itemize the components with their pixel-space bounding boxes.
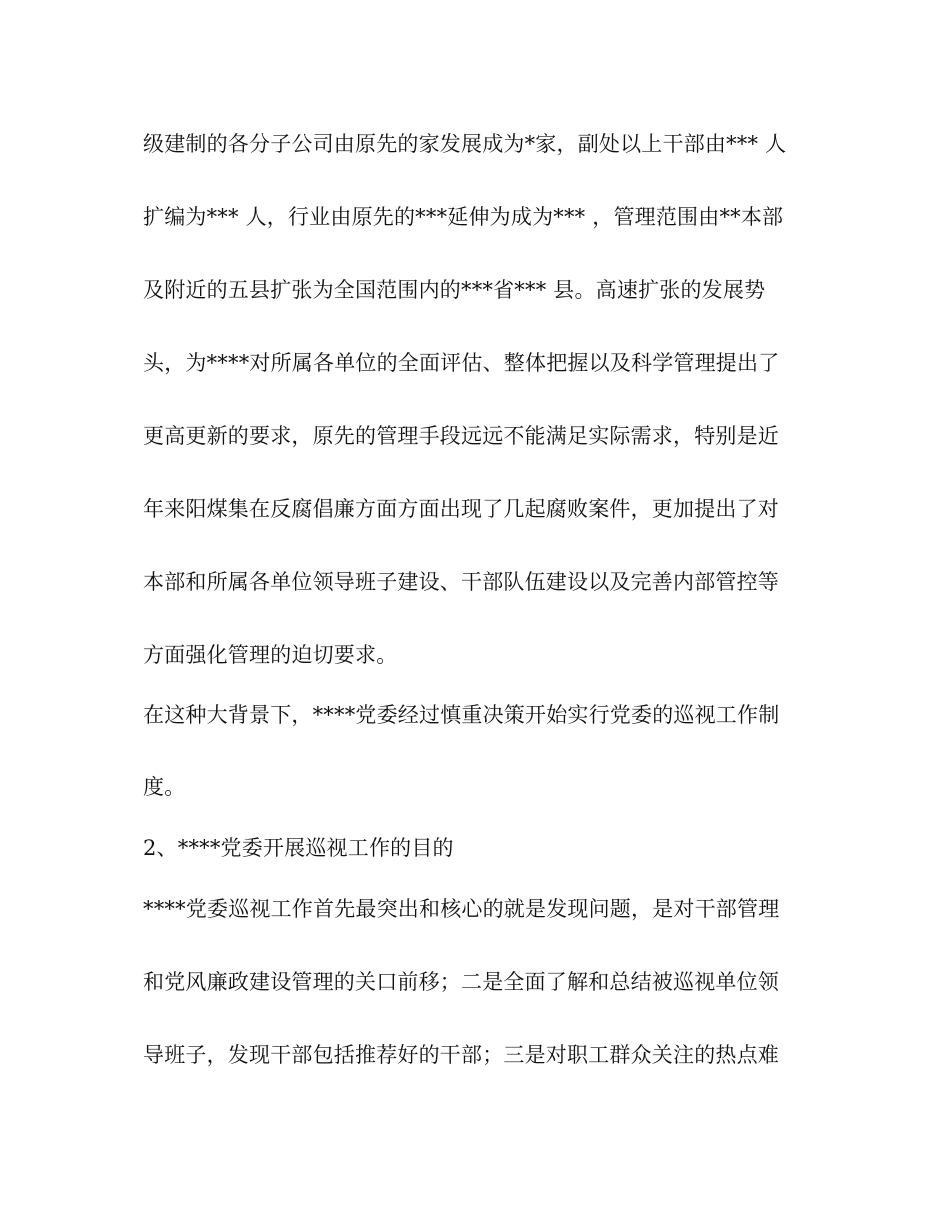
paragraph-1-line-7: 本部和所属各单位领导班子建设、干部队伍建设以及完善内部管控等	[143, 570, 779, 594]
paragraph-1-line-2: 扩编为*** 人，行业由原先的***延伸为成为*** ，管理范围由**本部	[143, 205, 784, 229]
paragraph-3-line-2: 和党风廉政建设管理的关口前移；二是全面了解和总结被巡视单位领	[143, 970, 779, 994]
paragraph-3-line-1: ****党委巡视工作首先最突出和核心的就是发现问题，是对干部管理	[143, 897, 780, 921]
paragraph-3-line-3: 导班子，发现干部包括推荐好的干部；三是对职工群众关注的热点难	[143, 1043, 779, 1067]
section-heading: 2、****党委开展巡视工作的目的	[143, 836, 454, 860]
paragraph-1-line-1: 级建制的各分子公司由原先的家发展成为*家，副处以上干部由*** 人	[143, 132, 787, 156]
paragraph-2-line-1: 在这种大背景下，****党委经过慎重决策开始实行党委的巡视工作制	[143, 703, 780, 727]
paragraph-1-line-8: 方面强化管理的迫切要求。	[143, 643, 398, 667]
paragraph-1-line-3: 及附近的五县扩张为全国范围内的***省*** 县。高速扩张的发展势	[143, 278, 766, 302]
paragraph-1-line-5: 更高更新的要求，原先的管理手段远远不能满足实际需求，特别是近	[143, 424, 779, 448]
paragraph-1-line-4: 头，为****对所属各单位的全面评估、整体把握以及科学管理提出了	[143, 351, 780, 375]
paragraph-2-line-2: 度。	[143, 775, 186, 799]
paragraph-1-line-6: 年来阳煤集在反腐倡廉方面方面出现了几起腐败案件，更加提出了对	[143, 497, 779, 521]
